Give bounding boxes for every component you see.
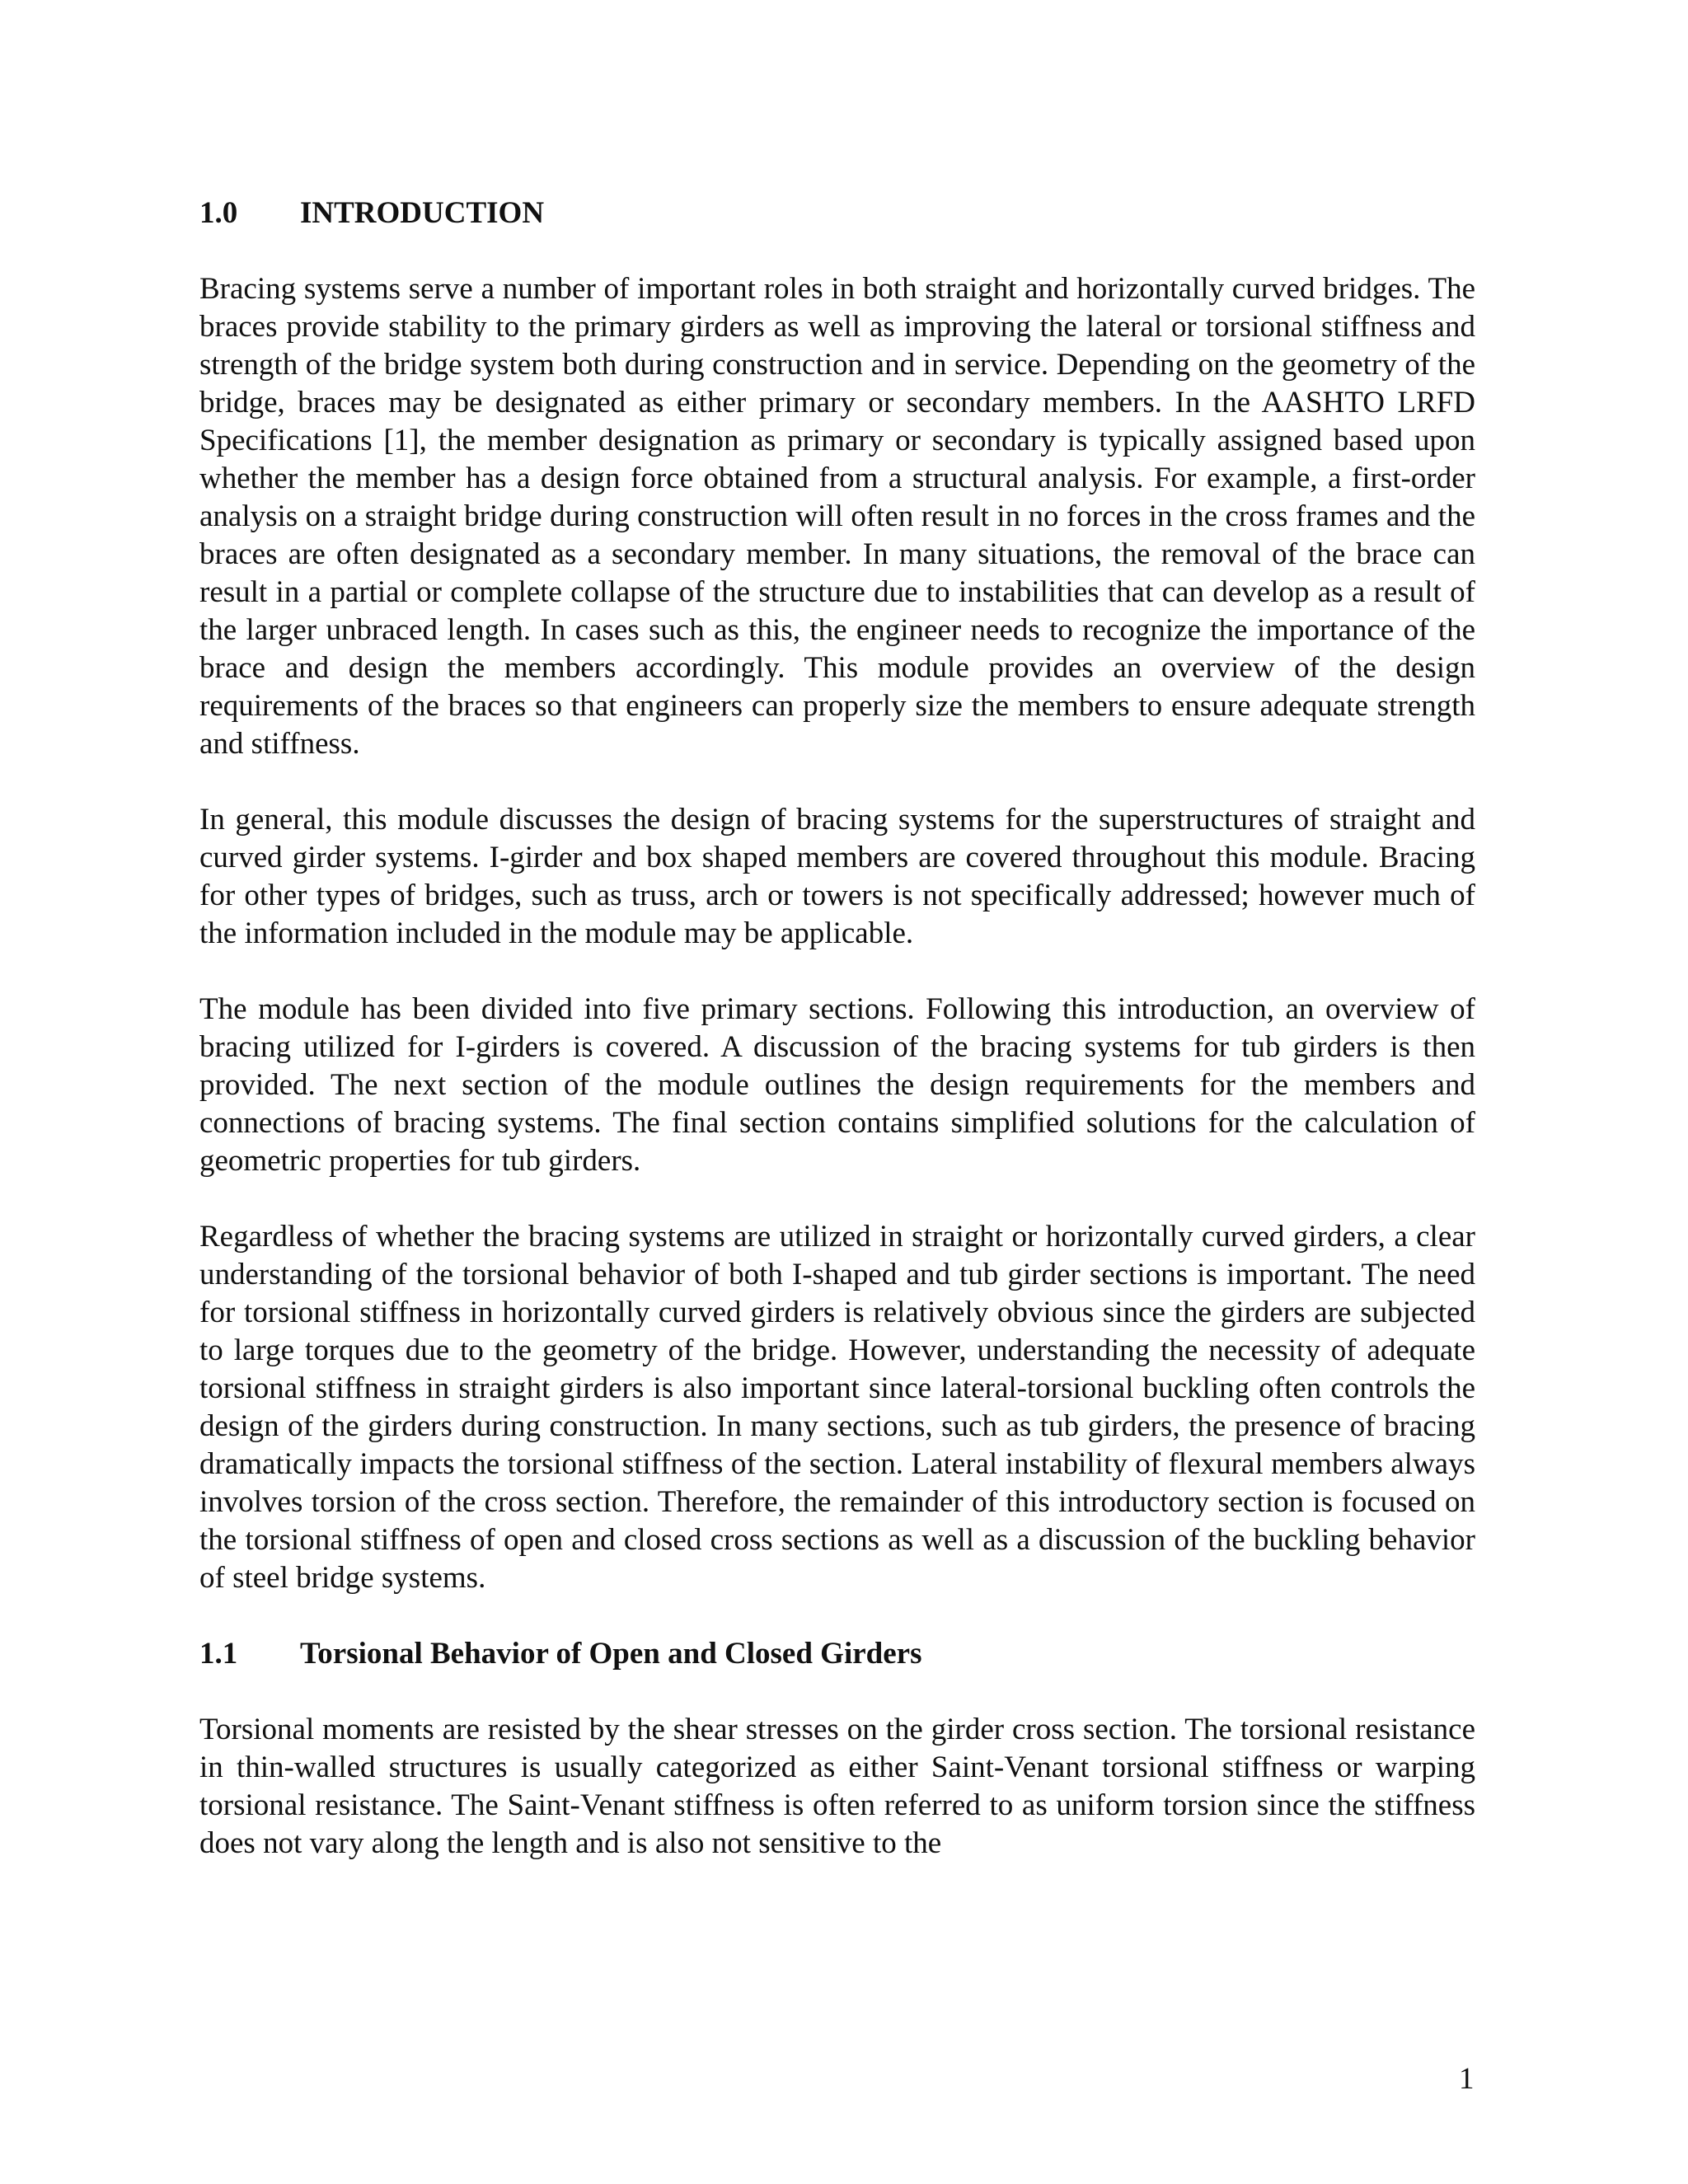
section-number: 1.0 [199,196,238,230]
paragraph-2: In general, this module discusses the design of bracing systems for the superstructures of straight and curved girder systems. I-girder and box shaped members are covered throughout this module. Bracing for other types of bridges, such as truss, arch or towers is not specifically addressed; however much of the information included in the module may be applicable. [199,803,1475,950]
paragraph-3: The module has been divided into five primary sections. Following this introduction, an overview of bracing utilized for I-girders is covered. A discussion of the bracing systems for tub girders is then provided. The next section of the module outlines the design requirements for the members and connections of bracing systems. The final section contains simplified solutions for the calculation of geometric properties for tub girders. [199,992,1475,1178]
section-title: Torsional Behavior of Open and Closed Girders [300,1637,922,1671]
section-heading-introduction [199,194,1475,232]
document-page [199,194,1475,1863]
section-number: 1.1 [199,1637,238,1671]
page-number: 1 [1459,2062,1475,2096]
section-heading-torsional-behavior [199,1635,1475,1673]
paragraph-1: Bracing systems serve a number of important roles in both straight and horizontally curved bridges. The braces provide stability to the primary girders as well as improving the lateral or torsional stiffness and strength of the bridge system both during construction and in service. Depending on the geometry of the bridge, braces may be designated as either primary or secondary members. In the AASHTO LRFD Specifications [1], the member designation as primary or secondary is typically assigned based upon whether the member has a design force obtained from a structural analysis. For example, a first-order analysis on a straight bridge during construction will often result in no forces in the cross frames and the braces are often designated as a secondary member. In many situations, the removal of the brace can result in a partial or complete collapse of the structure due to instabilities that can develop as a result of the larger unbraced length. In cases such as this, the engineer needs to recognize the importance of the brace and design the members accordingly. This module provides an overview of the design requirements of the braces so that engineers can properly size the members to ensure adequate strength and stiffness. [199,272,1475,761]
paragraph-4: Regardless of whether the bracing systems are utilized in straight or horizontally curved girders, a clear understanding of the torsional behavior of both I-shaped and tub girder sections is important. The need for torsional stiffness in horizontally curved girders is relatively obvious since the girders are subjected to large torques due to the geometry of the bridge. However, understanding the necessity of adequate torsional stiffness in straight girders is also important since lateral-torsional buckling often controls the design of the girders during construction. In many sections, such as tub girders, the presence of bracing dramatically impacts the torsional stiffness of the section. Lateral instability of flexural members always involves torsion of the cross section. Therefore, the remainder of this introductory section is focused on the torsional stiffness of open and closed cross sections as well as a discussion of the buckling behavior of steel bridge systems. [199,1220,1475,1595]
section-title: INTRODUCTION [300,196,545,230]
paragraph-5: Torsional moments are resisted by the shear stresses on the girder cross section. The torsional resistance in thin-walled structures is usually categorized as either Saint-Venant torsional stiffness or warping torsional resistance. The Saint-Venant stiffness is often referred to as uniform torsion since the stiffness does not vary along the length and is also not sensitive to the [199,1713,1475,1860]
